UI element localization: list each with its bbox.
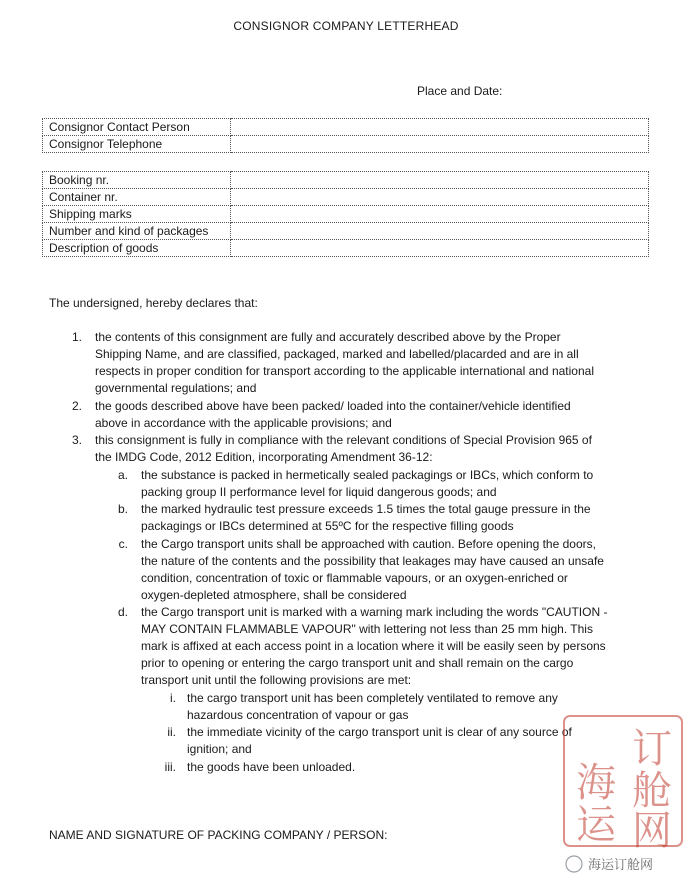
telephone-value[interactable]	[231, 136, 649, 153]
text-line: prior to opening or entering the cargo transport unit and shall remain on the cargo	[141, 656, 574, 670]
text-line: the immediate vicinity of the cargo transport unit is clear of any source of	[187, 725, 572, 739]
text-line: the Cargo transport units shall be approached with caution. Before opening the doors,	[141, 537, 596, 551]
booking-nr-value[interactable]	[231, 172, 649, 189]
declaration-item-3	[95, 432, 592, 466]
letterhead-title: CONSIGNOR COMPANY LETTERHEAD	[233, 19, 459, 33]
subitem-letter: c.	[118, 537, 128, 551]
text-line: the substance is packed in hermetically sealed packagings or IBCs, which conform to	[141, 468, 594, 482]
description-value[interactable]	[231, 240, 649, 257]
text-line: ignition; and	[187, 742, 252, 756]
item-number: 3.	[71, 433, 82, 447]
table-row	[43, 136, 649, 153]
description-label: Description of goods	[43, 240, 231, 257]
seal-graphic	[564, 716, 682, 854]
item-number: 1.	[71, 330, 82, 344]
booking-nr-label: Booking nr.	[43, 172, 231, 189]
subitem-a	[141, 467, 593, 501]
text-line: above in accordance with the applicable provisions; and	[95, 416, 392, 430]
table-row	[43, 189, 649, 206]
text-line: oxygen-depleted atmosphere, shall be considered	[141, 588, 407, 602]
wechat-icon	[566, 856, 582, 872]
shipping-marks-value[interactable]	[231, 206, 649, 223]
roman-numeral: i.	[170, 691, 176, 705]
table-row	[43, 206, 649, 223]
text-line: the marked hydraulic test pressure exceeds 1.5 times the total gauge pressure in the	[141, 502, 591, 516]
text-line: hazardous concentration of vapour or gas	[187, 708, 409, 722]
subitem-letter: b.	[117, 502, 128, 516]
text-line: packing group II performance level for liquid dangerous goods; and	[141, 485, 497, 499]
text-line: the nature of the contents and the possibility that leakages may have caused an unsafe	[141, 554, 604, 568]
text-line: the goods described above have been packed/ loaded into the container/vehicle identified	[95, 399, 571, 413]
table-row	[43, 172, 649, 189]
subitem-letter: d.	[117, 605, 128, 619]
seal-char: 订	[632, 726, 672, 772]
text-line: the Cargo transport unit is marked with a warning mark including the words "CAUTION -	[141, 605, 608, 619]
text-line: the cargo transport unit has been completely ventilated to remove any	[187, 691, 558, 705]
packages-label: Number and kind of packages	[43, 223, 231, 240]
signature-label: NAME AND SIGNATURE OF PACKING COMPANY / PERSON:	[49, 828, 388, 842]
seal-char: 网	[632, 808, 672, 854]
container-nr-label: Container nr.	[43, 189, 231, 206]
container-nr-value[interactable]	[231, 189, 649, 206]
table-row	[43, 240, 649, 257]
seal-stamp	[560, 712, 686, 882]
subitem-d	[141, 604, 607, 689]
declaration-item-2	[95, 398, 571, 432]
text-line: this consignment is fully in compliance with the relevant conditions of Special Provision 965 of	[95, 433, 592, 447]
text-line: transport unit until the following provisions are met:	[141, 673, 412, 687]
item-number: 2.	[71, 399, 82, 413]
table-row	[43, 223, 649, 240]
contact-person-label: Consignor Contact Person	[43, 119, 231, 136]
seal-char: 海	[576, 760, 616, 806]
text-line: governmental regulations; and	[95, 381, 257, 395]
text-line: respects in proper condition for transport according to the applicable international and national	[95, 364, 594, 378]
roman-item-iii	[187, 759, 355, 776]
packages-value[interactable]	[231, 223, 649, 240]
text-line: mark is affixed at each access point in a location where it will be easily seen by persons	[141, 639, 606, 653]
subitem-c	[141, 536, 604, 604]
roman-item-i	[187, 690, 558, 724]
declaration-intro: The undersigned, hereby declares that:	[49, 296, 258, 310]
text-line: Shipping Name, and are classified, packaged, marked and labelled/placarded and are in all	[95, 347, 579, 361]
contact-person-value[interactable]	[231, 119, 649, 136]
roman-item-ii	[187, 724, 572, 758]
shipment-details-table	[42, 171, 649, 257]
telephone-label: Consignor Telephone	[43, 136, 231, 153]
shipping-marks-label: Shipping marks	[43, 206, 231, 223]
subitem-b	[141, 501, 591, 535]
seal-char: 运	[576, 802, 616, 848]
text-line: condition, concentration of toxic or flammable vapours, or an oxygen-enriched or	[141, 571, 568, 585]
consignor-contact-table	[42, 118, 649, 153]
table-row	[43, 119, 649, 136]
seal-footer-text: 海运订舱网	[588, 858, 654, 873]
roman-numeral: ii.	[167, 725, 176, 739]
text-line: the contents of this consignment are fully and accurately described above by the Proper	[95, 330, 561, 344]
text-line: packagings or IBCs determined at 55ºC for the respective filling goods	[141, 519, 514, 533]
place-and-date-label: Place and Date:	[417, 84, 503, 98]
text-line: the IMDG Code, 2012 Edition, incorporating Amendment 36-12:	[95, 450, 433, 464]
subitem-letter: a.	[117, 468, 128, 482]
seal-char: 舱	[632, 768, 672, 814]
text-line: MAY CONTAIN FLAMMABLE VAPOUR" with lettering not less than 25 mm high. This	[141, 622, 593, 636]
text-line: the goods have been unloaded.	[187, 760, 356, 774]
roman-numeral: iii.	[164, 760, 176, 774]
declaration-item-1	[95, 329, 594, 397]
